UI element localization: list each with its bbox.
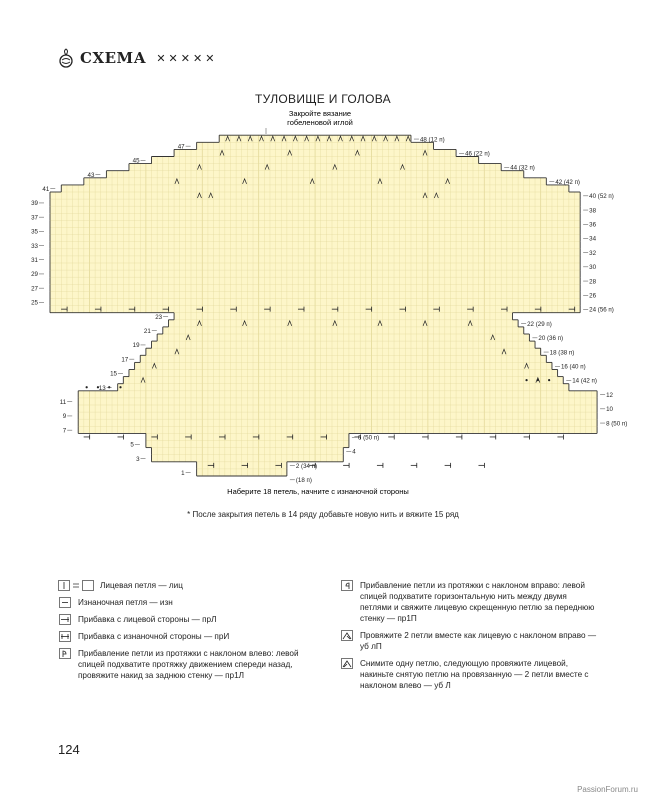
row-number-right: 18 (38 п) xyxy=(549,349,575,357)
row-number-left: 39 xyxy=(31,200,38,208)
row-number-right: 4 xyxy=(352,448,356,456)
row-number-right: 28 xyxy=(589,278,597,286)
left-leaning-increase-icon xyxy=(58,648,72,659)
bind-off-mark xyxy=(525,379,527,381)
row-number-right: 34 xyxy=(589,235,597,243)
row-number-right: 44 (32 п) xyxy=(510,164,535,172)
legend-text: Прибавление петли из протяжки с наклоном влево: левой спицей подхватите протяжку движением спереди назад, провяжите накид за заднюю стенку — пр1Л xyxy=(78,649,299,680)
legend-text: Лицевая петля — лиц xyxy=(100,581,183,590)
row-number-left: 37 xyxy=(31,214,38,222)
header-title: СХЕМА xyxy=(80,49,147,67)
row-number-right: 48 (12 п) xyxy=(419,136,445,144)
row-number-right: 46 (22 п) xyxy=(465,150,490,158)
bind-off-mark xyxy=(537,379,539,381)
legend-text: Прибавление петли из протяжки с наклоном вправо: левой спицей подхватите горизонтальную нить между двумя петлями и свяжите лицевую скрещенную петлю за переднюю стенку — пр1П xyxy=(360,581,595,623)
row-number-right: 20 (36 п) xyxy=(538,335,564,343)
row-number-right: 40 (52 п) xyxy=(589,193,614,201)
legend-item xyxy=(340,630,598,652)
chart-grid xyxy=(50,135,597,476)
legend-item xyxy=(58,631,320,642)
diagram-title: ТУЛОВИЩЕ И ГОЛОВА xyxy=(255,92,391,106)
row-number-right: 12 xyxy=(606,391,613,399)
row-number-right: 26 xyxy=(589,292,597,300)
top-label-line-1: Закройте вязание xyxy=(288,109,352,118)
row-number-left: 15 xyxy=(110,370,117,378)
legend-text: Прибавка с изнаночной стороны — прИ xyxy=(78,632,230,641)
row-number-left: 11 xyxy=(59,398,67,406)
row-number-left: 43 xyxy=(87,171,95,179)
row-number-right: (18 п) xyxy=(295,477,312,484)
row-number-left: 5 xyxy=(130,441,134,449)
bind-off-mark xyxy=(548,379,550,381)
legend-text: Изнаночная петля — изн xyxy=(78,598,173,607)
row-number-right: 2 (34 п) xyxy=(295,462,318,470)
right-leaning-increase-icon xyxy=(340,580,354,591)
row-number-left: 3 xyxy=(136,455,140,463)
row-number-left: 33 xyxy=(31,242,38,250)
legend-left xyxy=(58,580,320,687)
k2tog-icon xyxy=(340,630,354,641)
row-number-right: 32 xyxy=(589,249,597,257)
legend-item xyxy=(58,614,320,625)
row-number-right: 42 (42 п) xyxy=(555,178,581,186)
row-number-left: 35 xyxy=(31,228,38,236)
row-number-right: 38 xyxy=(589,207,597,215)
bind-off-mark xyxy=(119,386,121,388)
increase-knit-side-icon xyxy=(58,614,72,625)
legend-right xyxy=(340,580,598,697)
legend-item xyxy=(58,648,320,681)
page-number: 124 xyxy=(58,742,80,757)
row-number-left: 45 xyxy=(132,157,140,165)
purl-stitch-icon xyxy=(58,597,72,608)
header-stars: ✕✕✕✕✕ xyxy=(156,52,218,65)
row-number-left: 27 xyxy=(31,285,38,293)
legend-text: Снимите одну петлю, следующую провяжите лицевой, накиньте снятую петлю на провязанную — 2 петли вместе с наклоном влево — уб Л xyxy=(360,659,589,690)
row-number-left: 1 xyxy=(181,469,185,477)
bind-off-mark xyxy=(108,386,110,388)
row-number-right: 6 (50 п) xyxy=(357,434,380,442)
legend-text: Провяжите 2 петли вместе как лицевую с наклоном вправо — уб лП xyxy=(360,631,597,651)
legend-item xyxy=(58,580,320,591)
row-number-left: 13 xyxy=(98,384,106,392)
increase-purl-side-icon xyxy=(58,631,72,642)
row-number-left: 29 xyxy=(31,271,38,279)
row-number-right: 14 (42 п) xyxy=(572,377,597,385)
row-number-right: 30 xyxy=(589,264,597,272)
row-number-right: 16 (40 п) xyxy=(560,363,586,371)
row-number-left: 41 xyxy=(42,185,50,193)
legend-text: Прибавка с лицевой стороны — прЛ xyxy=(78,615,217,624)
row-number-left: 23 xyxy=(155,313,163,321)
bottom-label: Наберите 18 петель, начните с изнаночной стороны xyxy=(227,487,409,496)
row-number-left: 31 xyxy=(31,256,38,264)
bind-off-mark xyxy=(86,386,88,388)
row-number-right: 22 (29 п) xyxy=(527,320,552,328)
row-number-right: 8 (50 п) xyxy=(606,420,628,428)
knit-stitch-icon xyxy=(58,580,94,591)
legend-item xyxy=(340,580,598,624)
top-label-line-2: гобеленовой иглой xyxy=(287,118,353,127)
ssk-icon xyxy=(340,658,354,669)
watermark: PassionForum.ru xyxy=(577,785,638,794)
legend-item xyxy=(58,597,320,608)
row-number-left: 25 xyxy=(31,299,38,307)
row-number-left: 19 xyxy=(132,342,140,350)
row-number-left: 9 xyxy=(62,413,67,421)
legend-item xyxy=(340,658,598,691)
row-number-left: 47 xyxy=(177,143,185,151)
row-number-left: 21 xyxy=(143,327,151,335)
row-number-left: 7 xyxy=(62,427,67,435)
footnote: * После закрытия петель в 14 ряду добавьте новую нить и вяжите 15 ряд xyxy=(187,510,459,519)
row-number-right: 36 xyxy=(589,221,597,229)
row-number-right: 24 (56 п) xyxy=(589,306,614,314)
row-number-right: 10 xyxy=(606,406,613,414)
row-number-left: 17 xyxy=(121,356,129,364)
